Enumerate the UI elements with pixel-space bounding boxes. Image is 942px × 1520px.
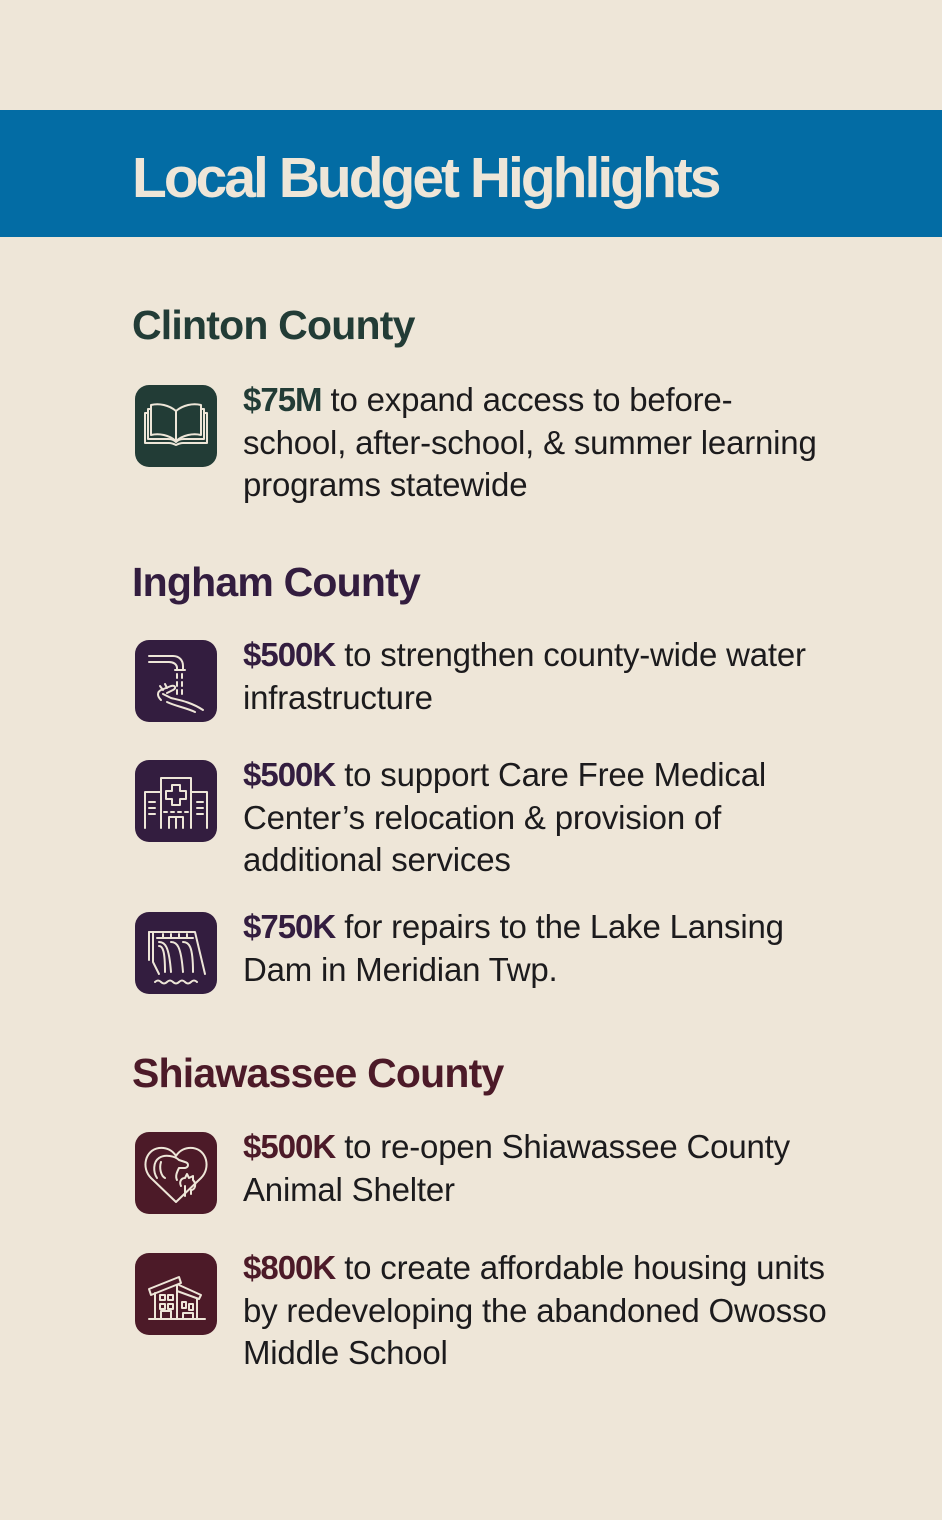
section-heading-shiawassee-county: Shiawassee County xyxy=(132,1050,504,1096)
budget-amount: $500K xyxy=(243,756,336,793)
budget-description: to re-open Shiawassee County Animal Shelter xyxy=(243,1128,790,1208)
budget-description: to create affordable housing units by redeveloping the abandoned Owosso Middle School xyxy=(243,1249,827,1371)
budget-description: to support Care Free Medical Center’s relocation & provision of additional services xyxy=(243,756,766,878)
budget-amount: $500K xyxy=(243,636,336,673)
faucet-hand-water-icon xyxy=(135,640,217,722)
section-heading-ingham-county: Ingham County xyxy=(132,559,420,605)
budget-item-text xyxy=(243,379,833,507)
open-book-icon xyxy=(135,385,217,467)
budget-item-text xyxy=(243,754,833,882)
budget-item-text xyxy=(243,634,833,719)
budget-amount: $800K xyxy=(243,1249,336,1286)
budget-description: to expand access to before-school, after-school, & summer learning programs statewide xyxy=(243,381,817,503)
section-heading-clinton-county: Clinton County xyxy=(132,302,415,348)
budget-item-text xyxy=(243,1247,833,1375)
heart-dog-cat-icon xyxy=(135,1132,217,1214)
apartment-building-icon xyxy=(135,1253,217,1335)
page-title: Local Budget Highlights xyxy=(132,146,719,210)
budget-amount: $750K xyxy=(243,908,336,945)
budget-amount: $75M xyxy=(243,381,322,418)
budget-item-text xyxy=(243,906,833,991)
budget-item-text xyxy=(243,1126,833,1211)
budget-description: to strengthen county-wide water infrastructure xyxy=(243,636,806,716)
budget-description: for repairs to the Lake Lansing Dam in Meridian Twp. xyxy=(243,908,784,988)
budget-amount: $500K xyxy=(243,1128,336,1165)
hospital-icon xyxy=(135,760,217,842)
dam-icon xyxy=(135,912,217,994)
